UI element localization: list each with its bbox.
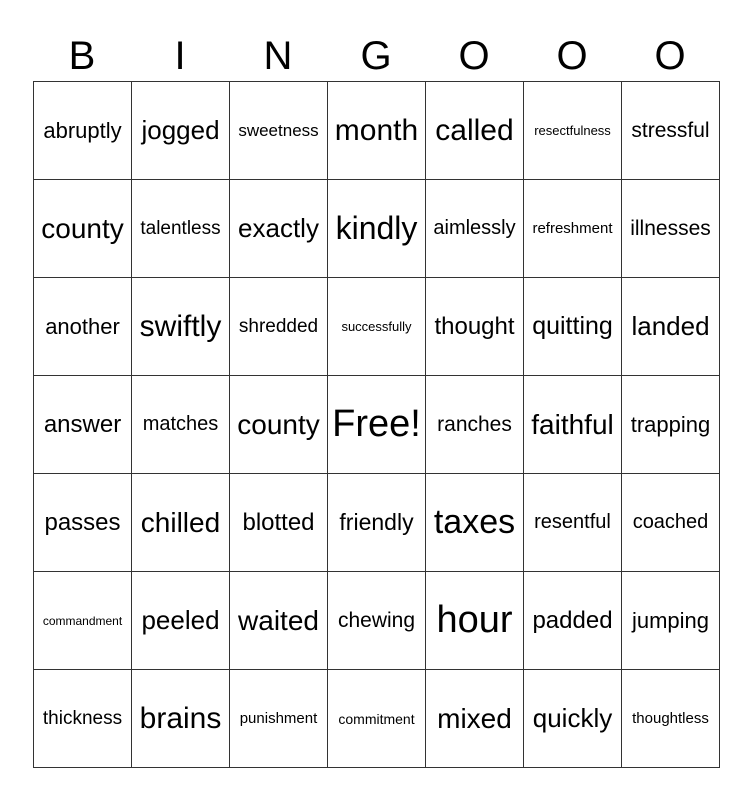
header-letter: B: [68, 34, 96, 78]
bingo-cell: resectfulness: [524, 82, 622, 180]
bingo-cell: padded: [524, 572, 622, 670]
bingo-cell: exactly: [230, 180, 328, 278]
bingo-cell: ranches: [426, 376, 524, 474]
bingo-cell: friendly: [328, 474, 426, 572]
bingo-cell: county: [34, 180, 132, 278]
bingo-cell: thoughtless: [622, 670, 720, 768]
header-letter: N: [263, 34, 293, 78]
bingo-cell: mixed: [426, 670, 524, 768]
bingo-cell: passes: [34, 474, 132, 572]
bingo-cell: chilled: [132, 474, 230, 572]
bingo-cell: landed: [622, 278, 720, 376]
bingo-cell: taxes: [426, 474, 524, 572]
grid-row: [34, 376, 720, 474]
bingo-cell: month: [328, 82, 426, 180]
bingo-cell: county: [230, 376, 328, 474]
grid-row: [34, 278, 720, 376]
bingo-cell: stressful: [622, 82, 720, 180]
grid-row: [34, 82, 720, 180]
bingo-cell: abruptly: [34, 82, 132, 180]
bingo-cell: commitment: [328, 670, 426, 768]
bingo-cell: called: [426, 82, 524, 180]
bingo-cell: matches: [132, 376, 230, 474]
bingo-cell: swiftly: [132, 278, 230, 376]
bingo-cell: talentless: [132, 180, 230, 278]
bingo-cell: quitting: [524, 278, 622, 376]
bingo-cell: quickly: [524, 670, 622, 768]
bingo-cell: peeled: [132, 572, 230, 670]
bingo-cell: resentful: [524, 474, 622, 572]
bingo-cell: kindly: [328, 180, 426, 278]
header-letter: I: [174, 34, 186, 78]
bingo-cell: refreshment: [524, 180, 622, 278]
bingo-cell: successfully: [328, 278, 426, 376]
bingo-cell: brains: [132, 670, 230, 768]
bingo-cell: illnesses: [622, 180, 720, 278]
grid-row: [34, 180, 720, 278]
bingo-cell: coached: [622, 474, 720, 572]
bingo-cell: faithful: [524, 376, 622, 474]
grid-row: [34, 474, 720, 572]
bingo-cell: chewing: [328, 572, 426, 670]
bingo-cell: answer: [34, 376, 132, 474]
bingo-cell: waited: [230, 572, 328, 670]
bingo-cell: commandment: [34, 572, 132, 670]
grid-row: [34, 670, 720, 768]
header-letter: G: [360, 34, 392, 78]
header-letter: O: [556, 34, 588, 78]
bingo-grid: [33, 81, 720, 768]
bingo-cell: sweetness: [230, 82, 328, 180]
bingo-cell: blotted: [230, 474, 328, 572]
bingo-cell: Free!: [328, 376, 426, 474]
bingo-cell: jumping: [622, 572, 720, 670]
header-letter: O: [654, 34, 686, 78]
bingo-cell: shredded: [230, 278, 328, 376]
bingo-cell: hour: [426, 572, 524, 670]
bingo-cell: jogged: [132, 82, 230, 180]
bingo-cell: thought: [426, 278, 524, 376]
bingo-cell: thickness: [34, 670, 132, 768]
bingo-cell: aimlessly: [426, 180, 524, 278]
header-letter: O: [458, 34, 490, 78]
bingo-header: [33, 30, 719, 82]
bingo-cell: trapping: [622, 376, 720, 474]
bingo-cell: punishment: [230, 670, 328, 768]
bingo-cell: another: [34, 278, 132, 376]
grid-row: [34, 572, 720, 670]
